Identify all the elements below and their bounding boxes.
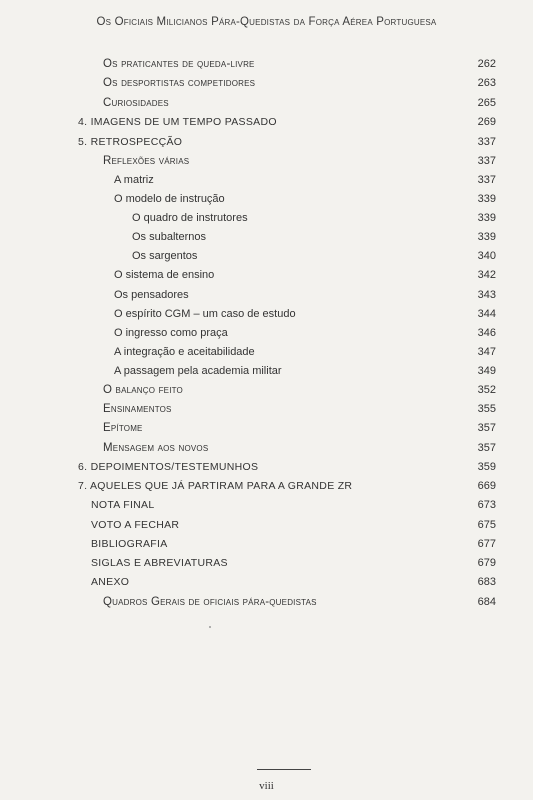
toc-entry bbox=[103, 419, 496, 437]
toc-entry-page: 337 bbox=[477, 174, 496, 186]
toc-entry-title: Reflexões várias bbox=[103, 155, 190, 167]
toc-entry bbox=[114, 305, 496, 323]
toc-entry-title: Os sargentos bbox=[132, 250, 198, 262]
toc-entry-title: SIGLAS E ABREVIATURAS bbox=[91, 557, 228, 569]
toc-entry bbox=[103, 74, 496, 92]
toc-entry-page: 673 bbox=[477, 499, 496, 511]
toc-entry bbox=[103, 94, 496, 112]
toc-entry-page: 337 bbox=[477, 136, 496, 148]
toc-entry-title: Curiosidades bbox=[103, 97, 169, 109]
toc-entry bbox=[114, 171, 496, 189]
toc-entry-page: 675 bbox=[477, 519, 496, 531]
toc-entry-page: 263 bbox=[477, 77, 496, 89]
toc-entry bbox=[78, 458, 496, 476]
toc-entry-title: Mensagem aos novos bbox=[103, 442, 209, 454]
toc-entry bbox=[78, 113, 496, 131]
toc-entry-page: 339 bbox=[477, 212, 496, 224]
toc-entry-page: 684 bbox=[477, 596, 496, 608]
toc-entry-page: 343 bbox=[477, 289, 496, 301]
toc-entry-title: O sistema de ensino bbox=[114, 269, 215, 281]
toc-entry-title: O modelo de instrução bbox=[114, 193, 225, 205]
toc-entry bbox=[103, 152, 496, 170]
toc-entry-page: 269 bbox=[477, 116, 496, 128]
toc-entry-page: 339 bbox=[477, 193, 496, 205]
toc-entry bbox=[103, 400, 496, 418]
toc-entry-title: A passagem pela academia militar bbox=[114, 365, 282, 377]
toc-entry-title: O balanço feito bbox=[103, 384, 183, 396]
paper-speck bbox=[209, 626, 211, 628]
toc-entry-title: O quadro de instrutores bbox=[132, 212, 248, 224]
toc-entry bbox=[114, 362, 496, 380]
toc-entry-title: BIBLIOGRAFIA bbox=[91, 538, 168, 550]
toc-entry bbox=[132, 228, 496, 246]
toc-entry-title: Quadros Gerais de oficiais pára-quedistas bbox=[103, 596, 317, 608]
running-header: Os Oficiais Milicianos Pára-Quedistas da Força Aérea Portuguesa bbox=[96, 16, 437, 28]
toc-entry-page: 346 bbox=[477, 327, 496, 339]
toc-entry-page: 352 bbox=[477, 384, 496, 396]
toc-entry-title: 4. IMAGENS DE UM TEMPO PASSADO bbox=[78, 116, 277, 128]
toc-entry bbox=[114, 266, 496, 284]
toc-entry-title: 5. RETROSPECÇÃO bbox=[78, 136, 183, 148]
toc-entry-title: A integração e aceitabilidade bbox=[114, 346, 255, 358]
toc-entry-title: NOTA FINAL bbox=[91, 499, 155, 511]
toc-entry-title: O espírito CGM – um caso de estudo bbox=[114, 308, 296, 320]
toc-entry-page: 669 bbox=[477, 480, 496, 492]
toc-entry-page: 683 bbox=[477, 576, 496, 588]
toc-entry bbox=[132, 247, 496, 265]
page-number: viii bbox=[259, 780, 274, 792]
toc-entry-page: 340 bbox=[477, 250, 496, 262]
toc-entry-title: O ingresso como praça bbox=[114, 327, 228, 339]
toc-entry-page: 355 bbox=[477, 403, 496, 415]
toc-entry-page: 349 bbox=[477, 365, 496, 377]
toc-entry-title: Os subalternos bbox=[132, 231, 206, 243]
toc-entry-page: 359 bbox=[477, 461, 496, 473]
toc-entry-title: Os pensadores bbox=[114, 289, 189, 301]
toc-entry-page: 357 bbox=[477, 442, 496, 454]
toc-entry-title: A matriz bbox=[114, 174, 154, 186]
toc-entry bbox=[91, 496, 496, 514]
toc-entry-page: 339 bbox=[477, 231, 496, 243]
toc-entry-page: 262 bbox=[477, 58, 496, 70]
toc-entry-page: 679 bbox=[477, 557, 496, 569]
toc-entry-title: 6. DEPOIMENTOS/TESTEMUNHOS bbox=[78, 461, 259, 473]
toc-entry-title: Epítome bbox=[103, 422, 143, 434]
toc-entry-page: 342 bbox=[477, 269, 496, 281]
toc-entry bbox=[103, 55, 496, 73]
toc-entry-page: 265 bbox=[477, 97, 496, 109]
toc-entry bbox=[114, 343, 496, 361]
toc-entry-page: 337 bbox=[477, 155, 496, 167]
toc-entry bbox=[132, 209, 496, 227]
toc-entry-page: 357 bbox=[477, 422, 496, 434]
toc-entry-page: 344 bbox=[477, 308, 496, 320]
toc-entry-title: Ensinamentos bbox=[103, 403, 172, 415]
toc-entry-title: ANEXO bbox=[91, 576, 130, 588]
toc-entry-title: Os praticantes de queda-livre bbox=[103, 58, 255, 70]
toc-entry bbox=[103, 593, 496, 611]
toc-entry bbox=[91, 554, 496, 572]
toc-entry bbox=[91, 573, 496, 591]
toc-entry-title: VOTO A FECHAR bbox=[91, 519, 180, 531]
toc-entry bbox=[78, 133, 496, 151]
toc-entry bbox=[103, 439, 496, 457]
toc-entry-page: 677 bbox=[477, 538, 496, 550]
footer-rule bbox=[257, 769, 311, 770]
toc-entry bbox=[114, 324, 496, 342]
toc-entry bbox=[103, 381, 496, 399]
toc-entry-title: 7. AQUELES QUE JÁ PARTIRAM PARA A GRANDE ZR bbox=[78, 480, 353, 492]
toc-entry-title: Os desportistas competidores bbox=[103, 77, 256, 89]
toc-entry bbox=[114, 286, 496, 304]
toc-entry bbox=[78, 477, 496, 495]
toc-entry bbox=[114, 190, 496, 208]
toc-entry bbox=[91, 516, 496, 534]
toc-entry-page: 347 bbox=[477, 346, 496, 358]
toc-entry bbox=[91, 535, 496, 553]
